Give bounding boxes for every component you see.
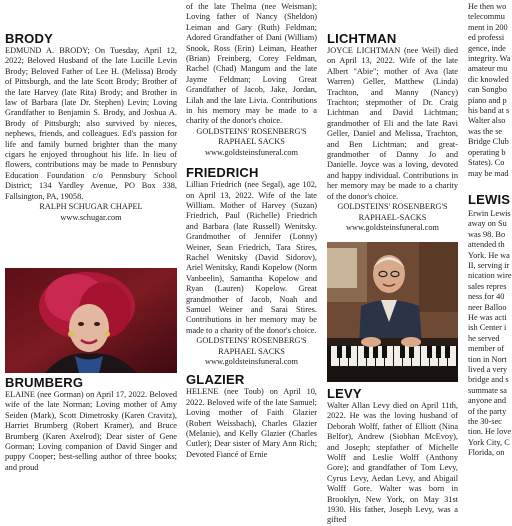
website-friedrich: www.goldsteinsfuneral.com xyxy=(204,357,298,366)
text-line: Walter also xyxy=(468,116,506,126)
text-line: attended th xyxy=(468,240,505,250)
text-line: his band at s xyxy=(468,106,510,116)
text-line: ment in 200 xyxy=(468,22,508,32)
text-line: States). Co xyxy=(468,158,505,168)
obit-heading-glazier: GLAZIER xyxy=(186,372,245,388)
obit-text-brody: EDMUND A. BRODY; On Tuesday, April 12, 2022; Beloved Husband of the late Lucille Levin Brody; Beloved Father of Lee H. (Melissa) Brody of Pittsburgh, and the late Scott Brody; Brother of the late Harvey (late Rita) Brody; and Brother in law of Barbara (late Dr. Stephen) Levin; Loving Grandfather to Benjamin S. Brody, and Joshua A. Brody of Pittsburgh; also survived by nieces, nephews, friends, and colleagues. Ed's passion for life and family burned brighter than the many cigars he enjoyed throughout his life. In lieu of flowers, contributions may be made to Pennsbury Education Foundation c/o Pennsbury School District; 134 Yardley Avenue, PO Box 338, Fallsington, PA, 19058. xyxy=(5,46,177,201)
obit-text-lichtman: JOYCE LICHTMAN (nee Weil) died on April 13, 2022. Wife of the late Albert "Abie"; mother of Ava (late Warren) Geller, Matthew (Linda) Trachton, and Manny (Nancy) Trachton; stepmother of Dr. Craig Lichtman and David Lichtman; grandmother of Eli and the late Ravi Geller, Daniel and Melissa, Trachton, and Ben Lichtman; and great-grandmother of Danny Jo and Danielle. Joyce was a loving, devoted and happy individual. Contributions in her memory may be made to a charity of the donor's choice. xyxy=(327,46,458,201)
text-line: may be mad xyxy=(468,168,509,178)
obit-text-levy: Walter Allan Levy died on April 11th, 2022. He was the loving husband of Deborah Wolff, father of Elliott (Nina Belfor), Andrew (Siobhan McEvoy), and Joseph; stepfather of Michelle Wolff and Leslie Wolff (Anthony Gore); and grandfather of Tom Levy, Cyrus Levy, Aedan Levy, and Abigail Wolff Gore. Walter was born in Brooklyn, New York, on May 31st 1930. His father, Joseph Levy, was a gifted xyxy=(327,401,458,525)
text-line: neer Balloo xyxy=(468,302,507,312)
website-col2: www.goldsteinsfuneral.com xyxy=(204,147,298,157)
text-line: bridge and s xyxy=(468,375,509,385)
text-line: summate sa xyxy=(468,385,507,395)
column-4-continued-text xyxy=(468,2,512,179)
text-line: he served xyxy=(468,333,500,343)
obit-heading-brumberg: BRUMBERG xyxy=(5,375,84,390)
text-line: He was acti xyxy=(468,312,507,322)
funeral-home-brody: RALPH SCHUGAR CHAPEL xyxy=(39,202,143,212)
text-line: Erwin Lewis xyxy=(468,208,511,218)
text-line: York. He wa xyxy=(468,250,510,260)
column-1-lower xyxy=(5,376,177,512)
text-line: tion in Nort xyxy=(468,354,507,364)
website-brody: www.schugar.com xyxy=(60,212,122,222)
text-line: ed professi xyxy=(468,33,505,43)
funeral-home-col2: GOLDSTEINS' ROSENBERG'S RAPHAEL SACKS xyxy=(196,126,307,147)
text-line: lived a very xyxy=(468,365,508,374)
text-line: anyone and xyxy=(468,396,507,406)
text-line: operating b xyxy=(468,147,506,157)
text-line: sales repres xyxy=(468,281,507,291)
obit-text-friedrich: Lillian Friedrich (nee Segal), age 102, on April 13, 2022. Wife of the late William. Mother of Harvey (Suzan) Friedrich, Paul (Richelle) Friedrich and Barbara (late Russell) Wenitsky. Grandmother of Jennifer (Lonny) Weiner, Sean Friedrich, Tara Stires, Rachel Wenitsky (David Sidorov), Ariel Wenitsky, Randi Kopelow (Norm Vanbeelin), Samantha Kopelow and Ryan (Lauren) Kopelow. Great grandmother of Jacob, Noah and Samuel Weiner and Sarai Stires. Contributions in her memory may be made to a charity of the donor's choice. xyxy=(186,180,317,335)
text-line: telecommu xyxy=(468,12,505,22)
obit-heading-lichtman: LICHTMAN xyxy=(327,31,397,46)
text-line: can Songbo xyxy=(468,85,507,95)
text-line: He then wo xyxy=(468,2,507,11)
obit-text-continued: of the late Thelma (nee Weisman); Loving father of Nancy (Sheldon) Leiman and Gary (Ruth) Feldman; Adored Grandfather of Dani (William) Snook, Ross (Erin) Leiman, Heather (Brian) Freinberg, Corey Feldman, Rachel (Chad) Mangum and the late Jayme Feldman; Loving Great Grandfather of Jacob, Jake, Jordan, Lilah and the late Livia. Contributions in his memory may be made to a charity of the donor's choice. xyxy=(186,2,317,126)
text-line: piano and p xyxy=(468,95,507,105)
text-line: away on Su xyxy=(468,219,507,229)
text-line: nication wire xyxy=(468,271,512,281)
website-lichtman: www.goldsteinsfuneral.com xyxy=(345,222,439,232)
text-line: II, serving ir xyxy=(468,260,510,270)
obit-heading-levy: LEVY xyxy=(327,386,362,401)
text-line: York City, C xyxy=(468,437,510,447)
column-3 xyxy=(327,32,458,237)
text-line: ness for 40 xyxy=(468,292,505,302)
text-line: was 98. Bo xyxy=(468,229,506,239)
obit-heading-lewis: LEWIS xyxy=(468,191,511,207)
text-line: integrity. Wa xyxy=(468,54,511,64)
text-line: Bridge Club xyxy=(468,137,509,147)
text-line: dic knowled xyxy=(468,74,509,84)
column-3-lower xyxy=(327,386,458,525)
obit-text-lewis xyxy=(468,209,512,459)
photo-woman-headshot xyxy=(5,268,177,373)
text-line: Florida, on xyxy=(468,448,505,458)
obit-text-glazier: HELENE (nee Toub) on April 10, 2022. Beloved wife of the late Samuel; Loving mother of Faith Glazier (Robert Weissbach), Charles Glazier (Melanie), and Kelly Glazier (Charles Cutler); Dear sister of Mary Ann Rich; Devoted Fiancé of Ernie xyxy=(186,387,317,459)
text-line: ish Center i xyxy=(468,323,507,333)
funeral-home-lichtman: GOLDSTEINS' ROSENBERG'S RAPHAEL-SACKS xyxy=(337,202,448,222)
photo-man-at-piano xyxy=(327,242,458,382)
text-line: tion. He love xyxy=(468,427,512,437)
text-line: gence, inde xyxy=(468,43,506,53)
text-line: was the se xyxy=(468,126,503,136)
funeral-home-friedrich: GOLDSTEINS' ROSENBERG'S RAPHAEL SACKS xyxy=(196,336,307,356)
column-4 xyxy=(468,2,512,512)
text-line: of the party xyxy=(468,406,507,416)
obit-heading-brody: BRODY xyxy=(5,31,53,46)
obit-heading-friedrich: FRIEDRICH xyxy=(186,165,259,181)
text-line: amateur mu xyxy=(468,64,508,74)
obit-text-brumberg: ELAINE (nee Gorman) on April 17, 2022. Beloved wife of the late Norman; Loving mother of Amy Seiden (Mark), Scott Dimetrosky (Karen Cravitz), Harriet Brumberg (Robert Kramer), and Bruce Brumberg (Karen Axelrod); Dear sister of Gene Gorman; Loving companion of David Singer and puppy Cooper; best-selling author of three books; and proud xyxy=(5,390,177,472)
column-2 xyxy=(186,2,317,512)
text-line: the 30-sec xyxy=(468,417,502,427)
text-line: member of xyxy=(468,344,505,354)
